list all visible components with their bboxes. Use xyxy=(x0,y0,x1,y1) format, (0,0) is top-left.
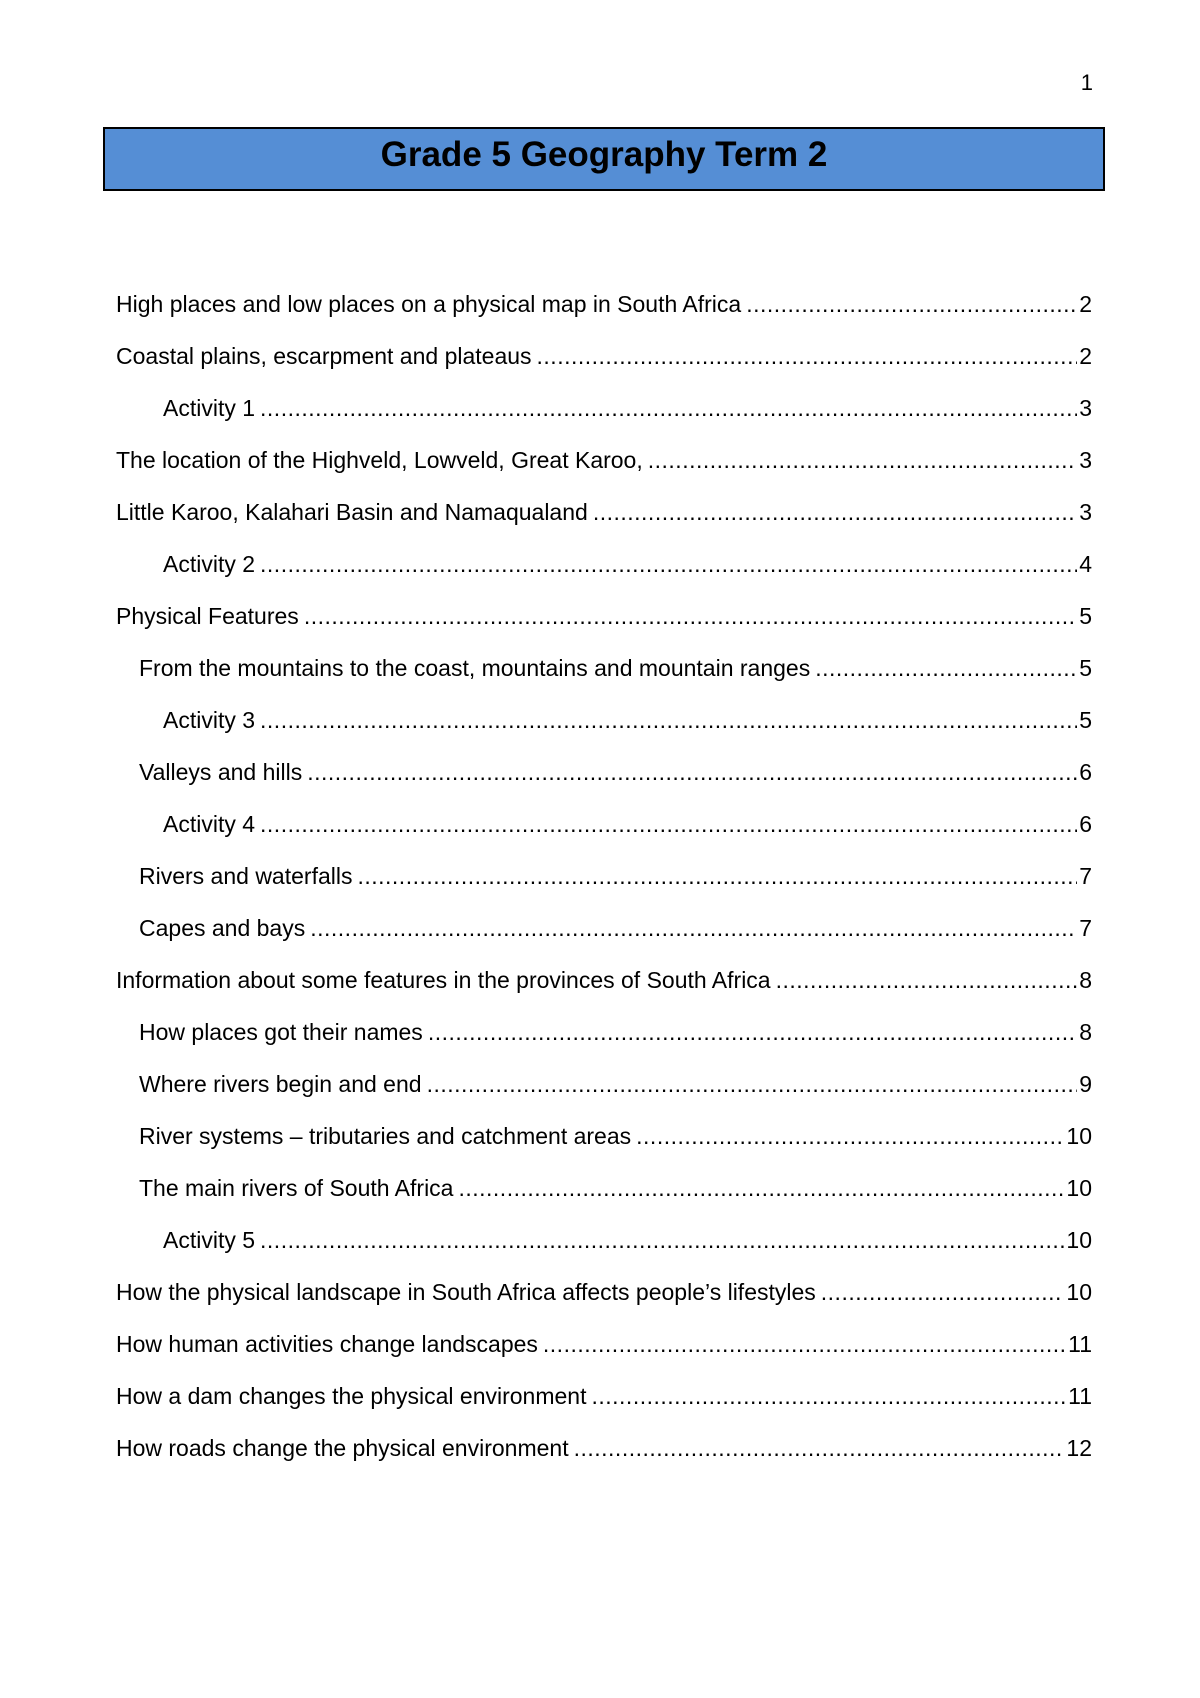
toc-entry-label: Coastal plains, escarpment and plateaus xyxy=(116,343,532,369)
document-title: Grade 5 Geography Term 2 xyxy=(380,134,828,174)
toc-dot-leader xyxy=(537,338,1078,374)
toc-dot-leader xyxy=(574,1430,1065,1466)
toc-entry-label: Information about some features in the provinces of South Africa xyxy=(116,967,771,993)
toc-entry[interactable] xyxy=(116,1430,1092,1482)
toc-entry-page-number: 3 xyxy=(1079,499,1092,525)
toc-entry-page-number: 7 xyxy=(1079,915,1092,941)
toc-entry-page-number: 5 xyxy=(1079,655,1092,681)
toc-dot-leader xyxy=(648,442,1077,478)
toc-entry[interactable] xyxy=(116,1222,1092,1274)
toc-entry[interactable] xyxy=(116,962,1092,1014)
toc-entry-page-number: 8 xyxy=(1079,1019,1092,1045)
toc-dot-leader xyxy=(776,962,1078,998)
toc-entry-page-number: 7 xyxy=(1079,863,1092,889)
toc-dot-leader xyxy=(310,910,1077,946)
toc-entry-page-number: 10 xyxy=(1066,1175,1092,1201)
toc-dot-leader xyxy=(591,1378,1066,1414)
toc-entry[interactable] xyxy=(116,1118,1092,1170)
toc-dot-leader xyxy=(821,1274,1065,1310)
toc-entry-page-number: 3 xyxy=(1079,395,1092,421)
toc-entry-page-number: 8 xyxy=(1079,967,1092,993)
toc-entry-page-number: 11 xyxy=(1068,1331,1092,1357)
toc-dot-leader xyxy=(260,546,1077,582)
toc-entry-page-number: 5 xyxy=(1079,603,1092,629)
toc-entry-page-number: 6 xyxy=(1079,811,1092,837)
toc-entry[interactable] xyxy=(116,546,1092,598)
toc-entry-label: How human activities change landscapes xyxy=(116,1331,538,1357)
toc-entry-page-number: 10 xyxy=(1066,1227,1092,1253)
toc-entry[interactable] xyxy=(116,858,1092,910)
toc-dot-leader xyxy=(260,806,1077,842)
toc-entry-label: Little Karoo, Kalahari Basin and Namaqualand xyxy=(116,499,588,525)
toc-entry-page-number: 10 xyxy=(1066,1279,1092,1305)
toc-entry-label: The location of the Highveld, Lowveld, Great Karoo, xyxy=(116,447,643,473)
toc-dot-leader xyxy=(260,1222,1064,1258)
toc-entry[interactable] xyxy=(116,494,1092,546)
toc-entry-label: How roads change the physical environment xyxy=(116,1435,569,1461)
toc-entry[interactable] xyxy=(116,1014,1092,1066)
toc-dot-leader xyxy=(593,494,1077,530)
toc-entry-page-number: 2 xyxy=(1079,291,1092,317)
toc-entry-page-number: 9 xyxy=(1079,1071,1092,1097)
toc-entry-label: How the physical landscape in South Africa affects people’s lifestyles xyxy=(116,1279,816,1305)
toc-dot-leader xyxy=(428,1014,1077,1050)
toc-entry-page-number: 10 xyxy=(1066,1123,1092,1149)
toc-entry-label: Activity 2 xyxy=(163,551,256,577)
toc-entry-label: Capes and bays xyxy=(139,915,306,941)
toc-entry[interactable] xyxy=(116,286,1092,338)
toc-dot-leader xyxy=(746,286,1077,322)
toc-entry-label: Physical Features xyxy=(116,603,299,629)
toc-entry-label: Activity 1 xyxy=(163,395,256,421)
toc-entry-label: How a dam changes the physical environment xyxy=(116,1383,587,1409)
toc-entry-label: Activity 3 xyxy=(163,707,256,733)
toc-entry[interactable] xyxy=(116,1326,1092,1378)
toc-dot-leader xyxy=(636,1118,1064,1154)
toc-entry[interactable] xyxy=(116,1170,1092,1222)
toc-entry-page-number: 5 xyxy=(1079,707,1092,733)
toc-entry[interactable] xyxy=(116,598,1092,650)
toc-dot-leader xyxy=(543,1326,1066,1362)
toc-entry[interactable] xyxy=(116,1066,1092,1118)
toc-dot-leader xyxy=(458,1170,1064,1206)
toc-entry[interactable] xyxy=(116,806,1092,858)
toc-entry-label: How places got their names xyxy=(139,1019,423,1045)
toc-dot-leader xyxy=(260,702,1077,738)
toc-entry[interactable] xyxy=(116,390,1092,442)
toc-entry[interactable] xyxy=(116,1378,1092,1430)
toc-entry-page-number: 12 xyxy=(1066,1435,1092,1461)
toc-dot-leader xyxy=(260,390,1077,426)
toc-dot-leader xyxy=(427,1066,1078,1102)
toc-entry-page-number: 6 xyxy=(1079,759,1092,785)
toc-entry-label: High places and low places on a physical map in South Africa xyxy=(116,291,742,317)
title-banner xyxy=(103,127,1105,191)
toc-entry[interactable] xyxy=(116,1274,1092,1326)
page-number: 1 xyxy=(1080,70,1093,95)
table-of-contents xyxy=(116,286,1092,1482)
toc-dot-leader xyxy=(307,754,1077,790)
toc-dot-leader xyxy=(815,650,1077,686)
toc-dot-leader xyxy=(357,858,1077,894)
toc-entry-label: Rivers and waterfalls xyxy=(139,863,353,889)
toc-entry-label: The main rivers of South Africa xyxy=(139,1175,454,1201)
toc-entry-label: Where rivers begin and end xyxy=(139,1071,422,1097)
toc-entry-label: River systems – tributaries and catchment areas xyxy=(139,1123,632,1149)
toc-entry-label: From the mountains to the coast, mountains and mountain ranges xyxy=(139,655,811,681)
toc-entry-label: Activity 4 xyxy=(163,811,256,837)
toc-entry[interactable] xyxy=(116,702,1092,754)
toc-entry[interactable] xyxy=(116,910,1092,962)
toc-dot-leader xyxy=(304,598,1077,634)
toc-entry-page-number: 4 xyxy=(1079,551,1092,577)
toc-entry[interactable] xyxy=(116,338,1092,390)
toc-entry-label: Valleys and hills xyxy=(139,759,303,785)
toc-entry[interactable] xyxy=(116,754,1092,806)
toc-entry-page-number: 3 xyxy=(1079,447,1092,473)
toc-entry-label: Activity 5 xyxy=(163,1227,256,1253)
toc-entry-page-number: 2 xyxy=(1079,343,1092,369)
toc-entry[interactable] xyxy=(116,650,1092,702)
toc-entry-page-number: 11 xyxy=(1068,1383,1092,1409)
toc-entry[interactable] xyxy=(116,442,1092,494)
